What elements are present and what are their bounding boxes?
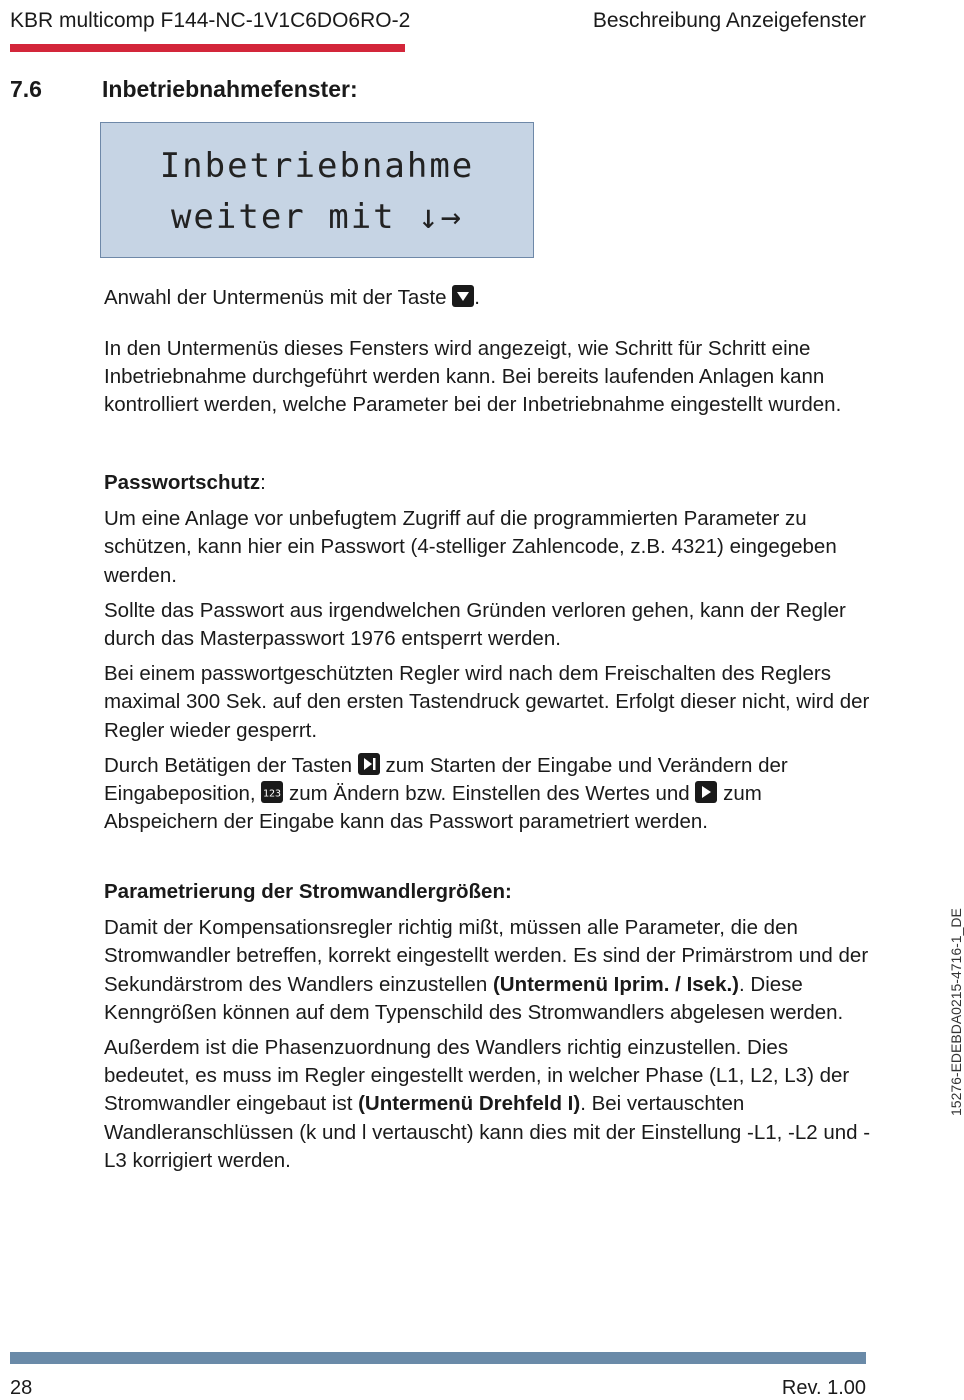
footer-page-number: 28 [10, 1377, 33, 1399]
intro-text: Anwahl der Untermenüs mit der Taste [104, 286, 453, 309]
footer-rule [10, 1352, 866, 1364]
ct-heading: Parametrierung der Stromwandlergrößen: [104, 880, 512, 903]
play-key-icon [695, 781, 717, 803]
ct-paragraph-1 [104, 914, 872, 1027]
ct-submenu-drehfeld: (Untermenü Drehfeld I) [358, 1092, 581, 1116]
lcd-display [100, 122, 534, 258]
intro-paragraph [104, 284, 872, 312]
password-heading: Passwortschutz [104, 471, 261, 494]
ct-text-a: Damit der Kompensationsregler richtig mißt, müssen alle Parameter, die den Stromwandler betreffen, korrekt eingestellt werden. Es sind der Primärstrom und der Sekundärstrom des Wandlers einzustellen [104, 916, 869, 996]
password-text-b: zum Starten der Eingabe und Verändern der Eingabeposition, [104, 753, 788, 806]
description-text: In den Untermenüs dieses Fensters wird angezeigt, wie Schritt für Schritt eine Inbetriebnahme durchgeführt werden kann. Bei bereits laufenden Anlagen kann kontrolliert werden, welche Parameter bei der Inbetriebnahme eingestellt wurden. [104, 337, 842, 417]
ct-text-b: . Diese Kenngrößen können auf dem Typenschild des Stromwandlers abgelesen werden. [104, 972, 844, 1024]
header-doc-title: KBR multicomp F144-NC-1V1C6DO6RO-2 [10, 9, 411, 32]
intro-text-end: . [474, 286, 480, 309]
password-heading-colon: : [260, 471, 266, 494]
password-text-c: zum Ändern bzw. Einstellen des Wertes und [283, 782, 696, 806]
footer-revision: Rev. 1.00 [781, 1377, 866, 1399]
description-paragraph [104, 335, 872, 420]
side-document-code: 15276-EDEBDA0215-4716-1_DE [948, 908, 964, 1116]
section-title: Inbetriebnahmefenster: [102, 76, 358, 102]
header-rule [10, 44, 405, 52]
password-text-d: zum Abspeichern der Eingabe kann das Passwort parametriert werden. [104, 782, 762, 834]
ct-text-c: Außerdem ist die Phasenzuordnung des Wandlers richtig einzustellen. Dies bedeutet, es muss im Regler eingestellt werden, in welcher Phase (L1, L2, L3) der Stromwandler eingebaut ist [104, 1036, 850, 1116]
current-transformer-section [104, 878, 872, 1175]
section-number: 7.6 [10, 76, 42, 102]
123-key-label: 123 [263, 788, 282, 800]
header-chapter: Beschreibung Anzeigefenster [592, 9, 866, 32]
password-text-a: Durch Betätigen der Tasten [104, 753, 358, 777]
ct-submenu-iprim: (Untermenü Iprim. / Isek.) [492, 972, 739, 996]
down-arrow-key-icon [452, 285, 474, 307]
ct-paragraph-2 [104, 1034, 872, 1175]
ct-text-d: . Bei vertauschten Wandleranschlüssen (k und l vertauscht) kann dies mit der Einstellung -L1, -L2 und -L3 korrigiert werden. [104, 1092, 871, 1172]
lcd-line-1: Inbetriebnahme [159, 146, 475, 186]
password-paragraph-2: Sollte das Passwort aus irgendwelchen Gründen verloren gehen, kann der Regler durch das Masterpasswort 1976 entsperrt werden. [104, 598, 846, 651]
password-paragraph-1: Um eine Anlage vor unbefugtem Zugriff auf die programmierten Parameter zu schützen, kann hier ein Passwort (4-stelliger Zahlencode, z.B. 4321) eingegeben werden. [104, 507, 837, 587]
123-key-icon [261, 781, 283, 803]
lcd-line-2: weiter mit ↓→ [170, 197, 464, 237]
password-section [104, 469, 872, 836]
password-paragraph-3: Bei einem passwortgeschützten Regler wird nach dem Freischalten des Reglers maximal 300 Sek. auf den ersten Tastendruck gewartet. Erfolgt dieser nicht, wird der Regler wieder gesperrt. [104, 662, 870, 742]
password-paragraph-4 [104, 752, 872, 837]
play-step-key-icon [358, 753, 380, 775]
